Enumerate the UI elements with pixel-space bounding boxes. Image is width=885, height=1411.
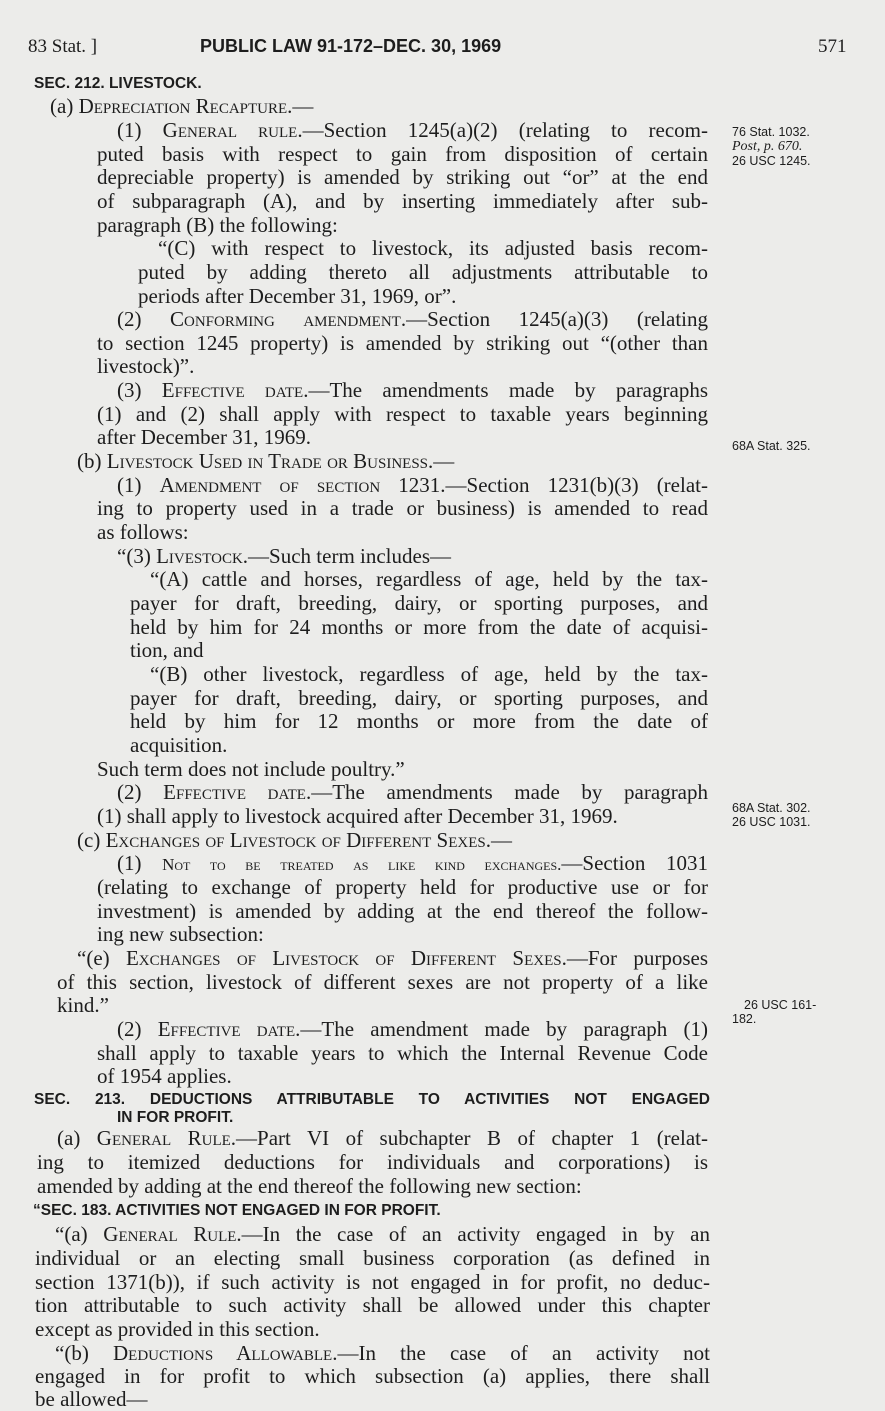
page-header-title: PUBLIC LAW 91-172–DEC. 30, 1969 <box>200 36 502 56</box>
body-text: SEC. 212. LIVESTOCK. (a) Depreciation Recapture.— (1) General rule.—Section 1245(a)(2) (relating to recom- puted basis with respect to gain from disposition of certain depreciable property) is amended by striking out “or” at the end of subparagraph (A), and by inserting immediately after sub- paragraph (B) the following: “(C) with respect to livestock, its adjusted basis recom- puted by adding thereto all adjustments attributable to periods after December 31, 1969, or”. (2) Conforming amendment.—Section 1245(a)(3) (relating to section 1245 property) is amended by striking out “(other than livestock)”. (3) Effective date.—The amendments made by paragraphs (1) and (2) shall apply with respect to taxable years beginning after December 31, 1969. (b) Livestock Used in Trade or Business.— (1) Amendment of section 1231.—Section 1231(b)(3) (relat- ing to property used in a trade or business) is amended to read as follows: “(3) Livestock.—Such term includes— “(A) cattle and horses, regardless of age, held by the tax- payer for draft, breeding, dairy, or sporting purposes, and held by him for 24 months or more from the date of acquisi- tion, and “(B) other livestock, regardless of age, held by the tax- payer for draft, breeding, dairy, or sporting purposes, and held by him for 12 months or more from the date of acquisition. Such term does not include poultry.” (2) Effective date.—The amendments made by paragraph (1) shall apply to livestock acquired after December 31, 1969. (c) Exchanges of Livestock of Different Sexes.— (1) Not to be treated as like kind exchanges.—Section 1031 (relating to exchange of property held for productive use or for investment) is amended by adding at the end thereof the follow- ing new subsection: “(e) Exchanges of Livestock of Different Sexes.—For purposes of this section, livestock of different sexes are not property of a like kind.” (2) Effective date.—The amendment made by paragraph (1) shall apply to taxable years to which the Internal Revenue Code of 1954 applies. SEC. 213. DEDUCTIONS ATTRIBUTABLE TO ACTIVITIES NOT ENGAGED IN FOR PROFIT. (a) General Rule.—Part VI of subchapter B of chapter 1 (relat- ing to itemized deductions for individuals and corporations) is amended by adding at the end thereof the following new section: “SEC. 183. ACTIVITIES NOT ENGAGED IN FOR PROFIT. “(a) General Rule.—In the case of an activity engaged in by an individual or an electing small business corporation (as defined in section 1371(b)), if such activity is not engaged in for profit, no deduc- tion attributable to such activity shall be allowed under this chapter except as provided in this section. “(b) Deductions Allowable.—In the case of an activity not engaged in for profit to which subsection (a) applies, there shall be allowed— <box>33 75 711 1411</box>
margin-note: 68A Stat. 325. <box>732 439 811 453</box>
stat-reference: 83 Stat. ] <box>28 36 98 57</box>
margin-note: 26 USC 161- 182. <box>732 998 817 1026</box>
page-number: 571 <box>818 36 847 57</box>
section-heading: SEC. 213. DEDUCTIONS ATTRIBUTABLE TO ACTIVITIES NOT ENGAGED <box>34 1091 710 1108</box>
section-heading: SEC. 212. LIVESTOCK. <box>34 75 202 92</box>
margin-note: 76 Stat. 1032. Post, p. 670. 26 USC 1245. <box>732 125 811 168</box>
subsection-a: (a) Depreciation Recapture.— <box>50 94 314 118</box>
subsection-b: (b) Livestock Used in Trade or Business.— <box>77 449 455 473</box>
section-heading: “SEC. 183. ACTIVITIES NOT ENGAGED IN FOR PROFIT. <box>33 1202 441 1219</box>
margin-note: 68A Stat. 302. 26 USC 1031. <box>732 801 811 829</box>
subsection-c: (c) Exchanges of Livestock of Different Sexes.— <box>77 828 512 852</box>
